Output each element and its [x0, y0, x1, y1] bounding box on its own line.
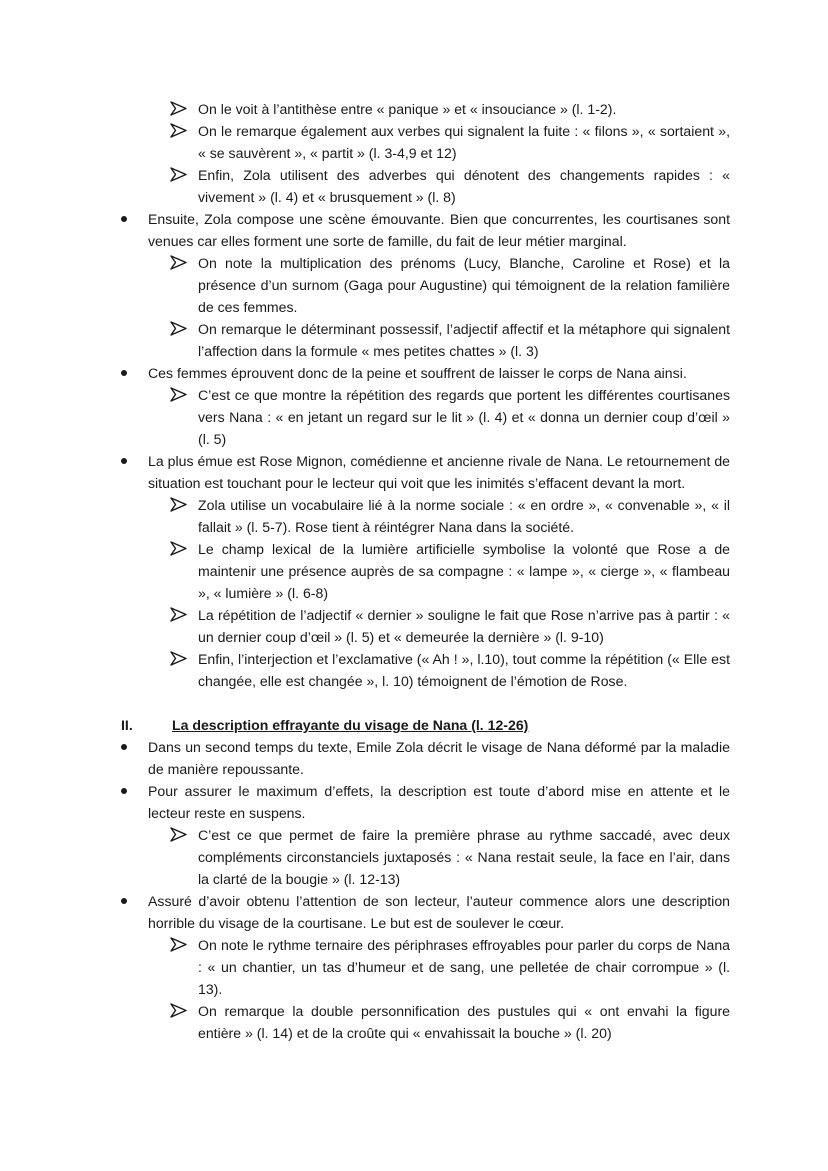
- section-number: II.: [121, 717, 133, 733]
- item-text: On le voit à l’antithèse entre « panique » et « insouciance » (l. 1-2).: [198, 101, 617, 117]
- item-text: C’est ce que montre la répétition des regards que portent les différentes courtisanes vers Nana : « en jetant un regard sur le lit » (l. 4) et « donna un dernier coup d’œil » (l. 5): [198, 387, 730, 447]
- item-text: C’est ce que permet de faire la première phrase au rythme saccadé, avec deux compléments circonstanciels juxtaposés : « Nana restait seule, la face en l’air, dans la clarté de la bougie » (l. 12-13): [198, 827, 730, 887]
- item-text: Dans un second temps du texte, Emile Zola décrit le visage de Nana déformé par la maladie de manière repoussante.: [148, 739, 730, 777]
- item-text: La plus émue est Rose Mignon, comédienne et ancienne rivale de Nana. Le retournement de situation est touchant pour le lecteur qui voit que les inimités s’effacent devant la mort.: [148, 453, 730, 491]
- item-text: La répétition de l’adjectif « dernier » souligne le fait que Rose n’arrive pas à partir : « un dernier coup d’œil » (l. 5) et « demeurée la dernière » (l. 9-10): [198, 607, 730, 645]
- bullet-dot-icon: [121, 744, 127, 750]
- item-text: Ces femmes éprouvent donc de la peine et souffrent de laisser le corps de Nana ainsi.: [148, 365, 687, 381]
- item-text: On note la multiplication des prénoms (Lucy, Blanche, Caroline et Rose) et la présence d’un surnom (Gaga pour Augustine) qui témoignent de la relation familière de ces femmes.: [198, 255, 730, 315]
- arrowhead-icon: [170, 541, 188, 556]
- arrowhead-icon: [170, 497, 188, 512]
- sub-bullet-item: [0, 538, 730, 604]
- section-heading: [0, 714, 730, 736]
- arrowhead-icon: [170, 937, 188, 952]
- item-text: On le remarque également aux verbes qui signalent la fuite : « filons », « sortaient », « se sauvèrent », « partit » (l. 3-4,9 et 12): [198, 123, 730, 161]
- arrowhead-icon: [170, 827, 188, 842]
- bullet-dot-icon: [121, 216, 127, 222]
- sub-bullet-item: [0, 1000, 730, 1044]
- arrowhead-icon: [170, 607, 188, 622]
- arrowhead-icon: [170, 651, 188, 666]
- bullet-item: [0, 362, 730, 384]
- item-text: Zola utilise un vocabulaire lié à la norme sociale : « en ordre », « convenable », « il fallait » (l. 5-7). Rose tient à réintégrer Nana dans la société.: [198, 497, 730, 535]
- bullet-dot-icon: [121, 370, 127, 376]
- item-text: Ensuite, Zola compose une scène émouvante. Bien que concurrentes, les courtisanes sont venues car elles forment une sorte de famille, du fait de leur métier marginal.: [148, 211, 730, 249]
- bullet-item: [0, 780, 730, 824]
- arrowhead-icon: [170, 123, 188, 138]
- sub-bullet-item: [0, 318, 730, 362]
- sub-bullet-item: [0, 648, 730, 692]
- item-text: Enfin, l’interjection et l’exclamative (« Ah ! », l.10), tout comme la répétition (« Elle est changée, elle est changée », l. 10) témoignent de l’émotion de Rose.: [198, 651, 730, 689]
- sub-bullet-item: [0, 934, 730, 1000]
- arrowhead-icon: [170, 1003, 188, 1018]
- section-title: La description effrayante du visage de Nana (l. 12-26): [172, 717, 529, 733]
- bullet-item: [0, 890, 730, 934]
- arrowhead-icon: [170, 255, 188, 270]
- bullet-dot-icon: [121, 788, 127, 794]
- item-text: Assuré d’avoir obtenu l’attention de son lecteur, l’auteur commence alors une description horrible du visage de la courtisane. Le but est de soulever le cœur.: [148, 893, 730, 931]
- bullet-dot-icon: [121, 458, 127, 464]
- sub-bullet-item: [0, 604, 730, 648]
- arrowhead-icon: [170, 387, 188, 402]
- sub-bullet-item: [0, 164, 730, 208]
- document-body: [0, 98, 828, 1044]
- arrowhead-icon: [170, 167, 188, 182]
- arrowhead-icon: [170, 321, 188, 336]
- arrowhead-icon: [170, 101, 188, 116]
- bullet-item: [0, 450, 730, 494]
- bullet-dot-icon: [121, 898, 127, 904]
- sub-bullet-item: [0, 252, 730, 318]
- item-text: Enfin, Zola utilisent des adverbes qui dénotent des changements rapides : « vivement » (l. 4) et « brusquement » (l. 8): [198, 167, 730, 205]
- sub-bullet-item: [0, 824, 730, 890]
- item-text: On remarque le déterminant possessif, l’adjectif affectif et la métaphore qui signalent l’affection dans la formule « mes petites chattes » (l. 3): [198, 321, 730, 359]
- sub-bullet-item: [0, 98, 730, 120]
- item-text: On remarque la double personnification des pustules qui « ont envahi la figure entière » (l. 14) et de la croûte qui « envahissait la bouche » (l. 20): [198, 1003, 730, 1041]
- sub-bullet-item: [0, 120, 730, 164]
- item-text: Pour assurer le maximum d’effets, la description est toute d’abord mise en attente et le lecteur reste en suspens.: [148, 783, 730, 821]
- bullet-item: [0, 736, 730, 780]
- bullet-item: [0, 208, 730, 252]
- item-text: Le champ lexical de la lumière artificielle symbolise la volonté que Rose a de maintenir une présence auprès de sa compagne : « lampe », « cierge », « flambeau », « lumière » (l. 6-8): [198, 541, 730, 601]
- item-text: On note le rythme ternaire des périphrases effroyables pour parler du corps de Nana : « un chantier, un tas d’humeur et de sang, une pelletée de chair corrompue » (l. 13).: [198, 937, 730, 997]
- sub-bullet-item: [0, 384, 730, 450]
- sub-bullet-item: [0, 494, 730, 538]
